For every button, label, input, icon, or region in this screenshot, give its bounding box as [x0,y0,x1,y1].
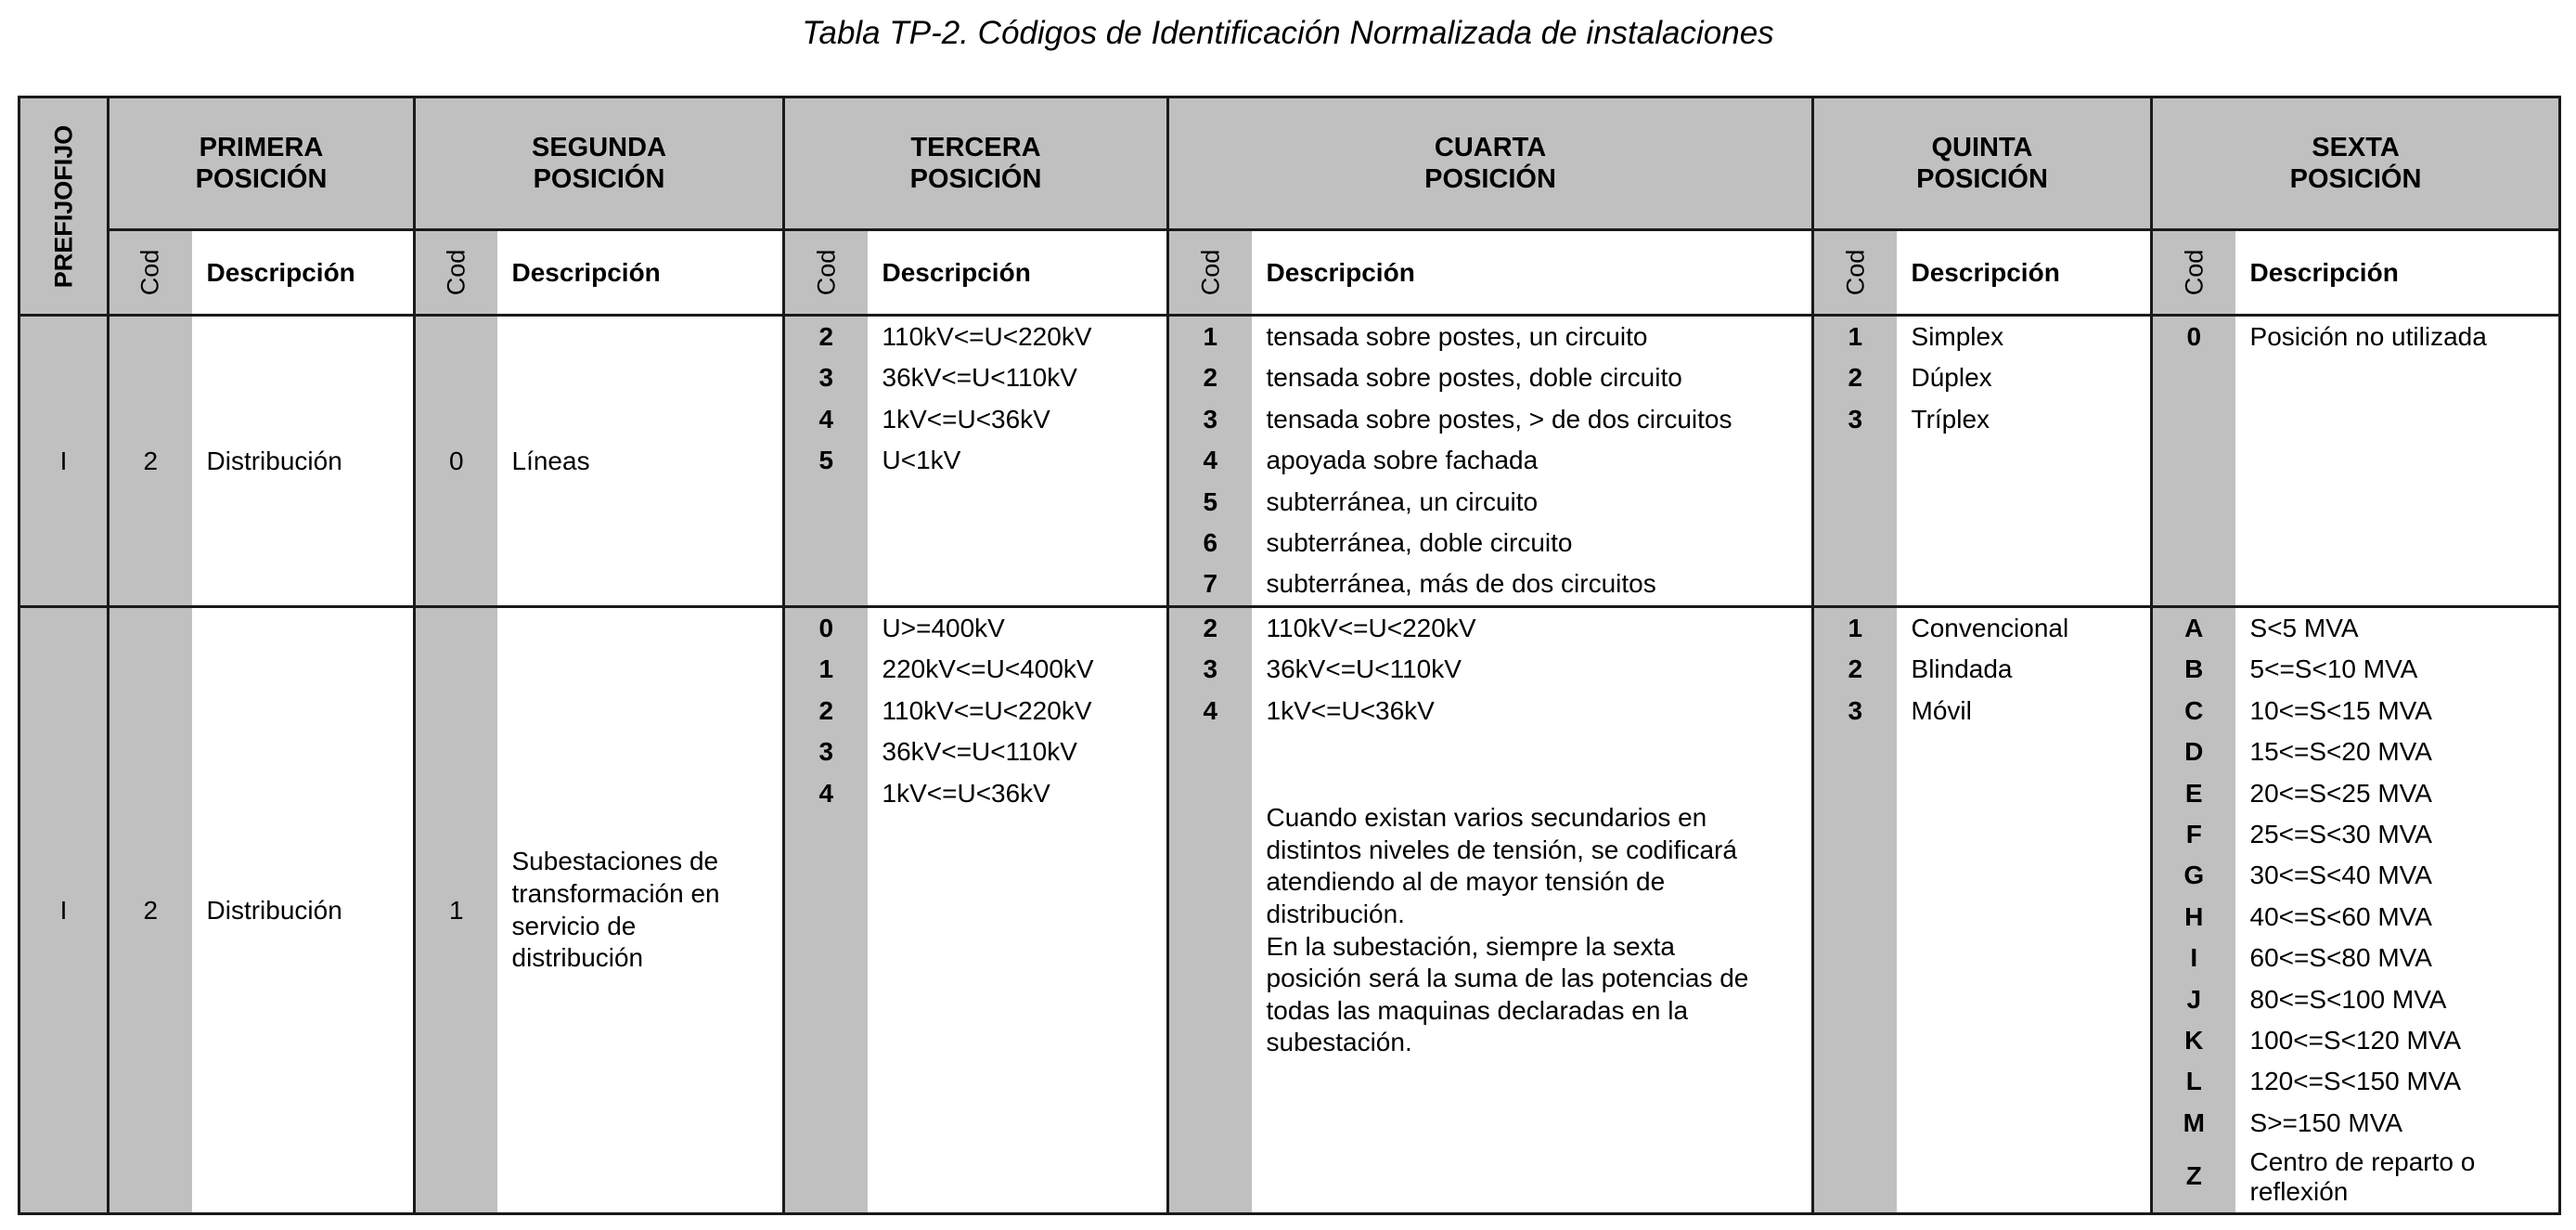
list-item: 3 [1848,695,1863,725]
descripcion-header: Descripción [1252,230,1813,316]
list-item: 2 [1203,614,1218,642]
prefijo-cell: I [19,316,109,607]
list-item: 4 [818,778,834,808]
table-row [19,607,2560,1214]
cod-header: Cod [2152,230,2235,316]
segunda-cod: 1 [415,607,497,1214]
list-item: 2 [818,322,834,351]
list-item: 1 [818,654,834,684]
list-item: U>=400kV [882,614,1005,642]
quinta-posicion-header: QUINTA POSICIÓN [1813,97,2152,230]
list-item: 15<=S<20 MVA [2249,737,2432,767]
list-item: 0 [818,614,834,642]
prefijo-cell: I [19,607,109,1214]
list-item: 36kV<=U<110kV [882,737,1077,767]
primera-desc: Distribución [192,316,415,607]
list-item: 5 [818,446,834,475]
list-item: Tríplex [1911,404,1990,434]
list-item: 1kV<=U<36kV [882,404,1050,434]
list-item: B [2184,654,2204,684]
list-item: 36kV<=U<110kV [1266,654,1462,684]
list-item: tensada sobre postes, doble circuito [1266,363,1682,393]
list-item: 0 [2186,322,2202,351]
list-item: 1kV<=U<36kV [882,778,1050,808]
segunda-posicion-header: SEGUNDA POSICIÓN [415,97,784,230]
list-item: 80<=S<100 MVA [2249,984,2447,1014]
list-item: 2 [1848,363,1863,393]
tercera-cod-list [784,607,868,1214]
descripcion-header: Descripción [868,230,1168,316]
tercera-desc-list [868,607,1168,1214]
list-item: 2 [1848,654,1863,684]
table-row [19,316,2560,607]
descripcion-header: Descripción [497,230,784,316]
list-item: 4 [1203,446,1218,475]
cod-header: Cod [109,230,192,316]
cuarta-note: Cuando existan varios secundarios en distintos niveles de tensión, se codificará atendiendo al de mayor tensión de distribución. En la subestación, siempre la sexta posición será la suma de las potencias de todas las maquinas declaradas en la subestación. [1266,803,1749,1057]
list-item: 3 [818,363,834,393]
descripcion-header: Descripción [192,230,415,316]
list-item: M [2183,1107,2205,1137]
list-item: 1 [1203,322,1218,351]
quinta-desc-list [1897,607,2152,1214]
cuarta-cod-list [1168,316,1252,607]
codes-table [18,96,2561,1215]
tercera-cod-list [784,316,868,607]
list-item: Convencional [1911,614,2069,642]
list-item: 3 [818,737,834,767]
list-item: 110kV<=U<220kV [882,695,1092,725]
list-item: C [2184,695,2204,725]
list-item: Móvil [1911,695,1972,725]
sexta-desc-list [2235,607,2560,1214]
list-item: subterránea, doble circuito [1266,527,1573,557]
list-item: 1 [1848,322,1863,351]
list-item: U<1kV [882,446,961,475]
list-item: 4 [818,404,834,434]
sexta-cod-list [2152,316,2235,607]
list-item: tensada sobre postes, > de dos circuitos [1266,404,1732,434]
list-item: 40<=S<60 MVA [2249,901,2432,931]
list-item: Centro de reparto o reflexión [2249,1147,2476,1207]
list-item: H [2184,901,2204,931]
list-item: 4 [1203,695,1218,725]
list-item: 7 [1203,569,1218,599]
cuarta-desc-list [1252,607,1813,1214]
list-item: 3 [1848,404,1863,434]
descripcion-header: Descripción [1897,230,2152,316]
primera-desc: Distribución [192,607,415,1214]
list-item: 100<=S<120 MVA [2249,1025,2462,1055]
list-item: 3 [1203,404,1218,434]
descripcion-header: Descripción [2235,230,2560,316]
list-item: A [2184,614,2204,642]
list-item: 60<=S<80 MVA [2249,943,2432,973]
list-item: E [2184,778,2203,808]
list-item: 25<=S<30 MVA [2249,819,2432,848]
list-item: Simplex [1911,322,2004,351]
list-item: 110kV<=U<220kV [882,322,1092,351]
list-item: 20<=S<25 MVA [2249,778,2432,808]
list-item: 1kV<=U<36kV [1266,695,1435,725]
list-item: 120<=S<150 MVA [2249,1067,2462,1096]
cod-header: Cod [784,230,868,316]
segunda-desc: Subestaciones de transformación en servicio de distribución [497,607,784,1214]
cod-header: Cod [415,230,497,316]
list-item: S>=150 MVA [2249,1107,2402,1137]
primera-cod: 2 [109,607,192,1214]
list-item: K [2184,1025,2204,1055]
list-item: 2 [818,695,834,725]
list-item: subterránea, un circuito [1266,486,1539,516]
list-item: 220kV<=U<400kV [882,654,1094,684]
list-item: 5 [1203,486,1218,516]
quinta-desc-list [1897,316,2152,607]
cuarta-cod-list [1168,607,1252,1214]
list-item: 1 [1848,614,1863,642]
sexta-cod-list [2152,607,2235,1214]
primera-cod: 2 [109,316,192,607]
list-item: F [2185,819,2202,848]
list-item: 3 [1203,654,1218,684]
list-item: I [2190,943,2198,973]
segunda-cod: 0 [415,316,497,607]
primera-posicion-header: PRIMERA POSICIÓN [109,97,415,230]
list-item: 10<=S<15 MVA [2249,695,2432,725]
list-item: Z [2185,1161,2202,1191]
list-item: subterránea, más de dos circuitos [1266,569,1656,599]
list-item: 110kV<=U<220kV [1266,614,1476,642]
tercera-posicion-header: TERCERA POSICIÓN [784,97,1168,230]
table-title: Tabla TP-2. Códigos de Identificación Normalizada de instalaciones [802,15,1774,51]
list-item: J [2186,984,2202,1014]
list-item: tensada sobre postes, un circuito [1266,322,1648,351]
list-item: D [2184,737,2204,767]
subheader-row [19,230,2560,316]
list-item: Blindada [1911,654,2013,684]
list-item: G [2183,861,2205,890]
tercera-desc-list [868,316,1168,607]
list-item: 36kV<=U<110kV [882,363,1077,393]
list-item: 30<=S<40 MVA [2249,861,2432,890]
list-item: Posición no utilizada [2249,322,2487,351]
quinta-cod-list [1813,607,1897,1214]
sexta-posicion-header: SEXTA POSICIÓN [2152,97,2560,230]
prefijo-header: PREFIJOFIJO [19,97,109,316]
cuarta-posicion-header: CUARTA POSICIÓN [1168,97,1813,230]
sexta-desc-list [2235,316,2560,607]
list-item: L [2185,1067,2202,1096]
cuarta-desc-list [1252,316,1813,607]
cod-header: Cod [1168,230,1252,316]
segunda-desc: Líneas [497,316,784,607]
list-item: apoyada sobre fachada [1266,446,1539,475]
list-item: S<5 MVA [2249,614,2359,642]
list-item: 5<=S<10 MVA [2249,654,2418,684]
list-item: 2 [1203,363,1218,393]
list-item: Dúplex [1911,363,1992,393]
cod-header: Cod [1813,230,1897,316]
list-item: 6 [1203,527,1218,557]
quinta-cod-list [1813,316,1897,607]
